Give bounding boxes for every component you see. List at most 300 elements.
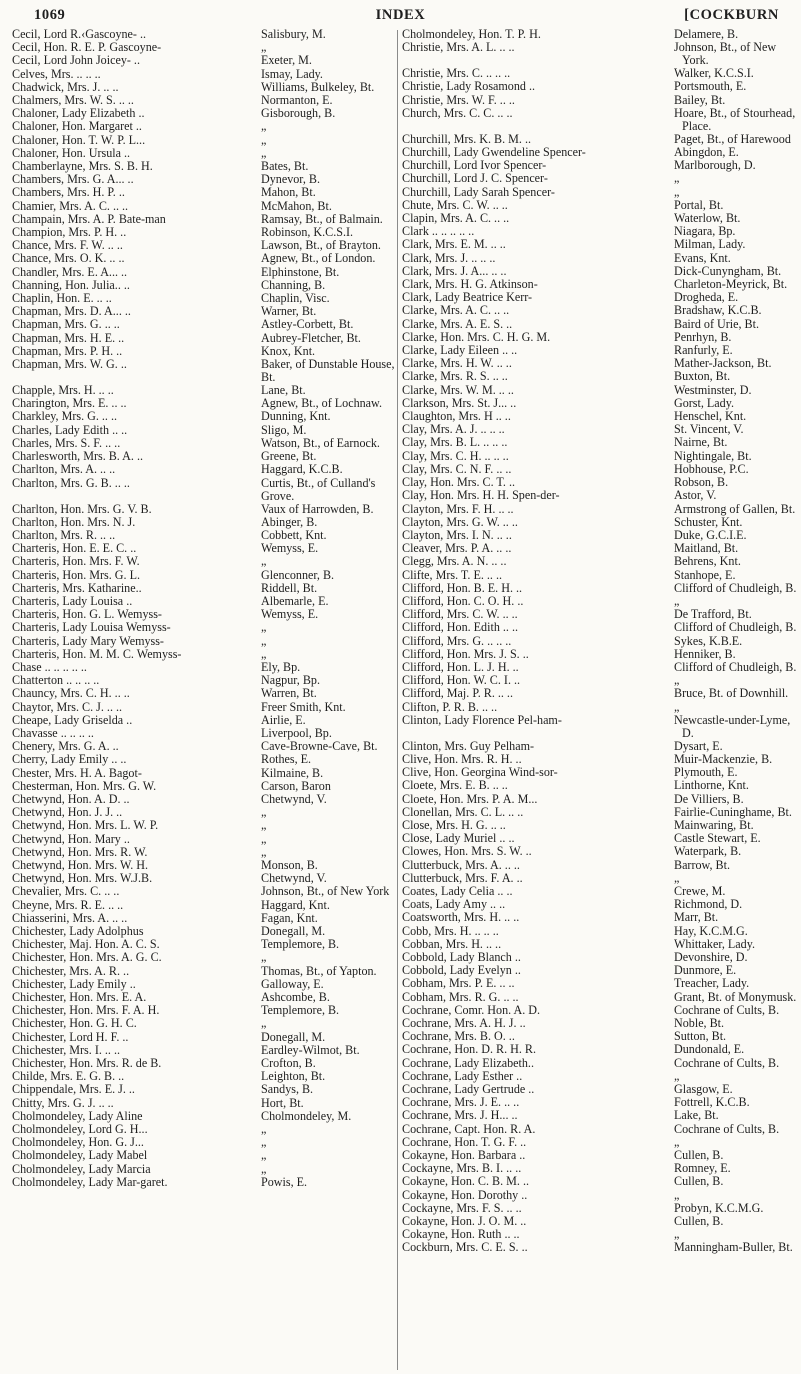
entry-reference: Cochrane of Cults, B. [674, 1121, 780, 1136]
entry-reference: Glenconner, B. [261, 567, 335, 582]
entry-name: Clifford, Hon. B. E. H. .. [402, 580, 523, 595]
index-entry [402, 1109, 794, 1122]
entry-name: Chetwynd, Hon. Mrs. W. H. [12, 857, 149, 872]
entry-name: Chamberlayne, Mrs. S. B. H. [12, 159, 153, 174]
entry-name: Charles, Mrs. S. F. .. .. [12, 435, 121, 450]
entry-reference: Cullen, B. [674, 1214, 724, 1229]
entry-name: Cochrane, Capt. Hon. R. A. [402, 1121, 536, 1136]
entry-reference: Richmond, D. [674, 897, 743, 912]
entry-name: Chippendale, Mrs. E. J. .. [12, 1082, 135, 1097]
entry-reference: Baker, of Dunstable House, Bt. [261, 357, 395, 385]
entry-name: Clifford, Hon. Mrs. J. S. .. [402, 646, 529, 661]
entry-name: Charlesworth, Mrs. B. A. .. [12, 449, 144, 464]
entry-reference: „ [261, 1122, 267, 1137]
entry-reference: Nightingale, Bt. [674, 448, 752, 463]
entry-name: Champion, Mrs. P. H. .. [12, 225, 127, 240]
index-entry [12, 252, 392, 265]
entry-reference: Delamere, B. [674, 27, 739, 41]
entry-reference: Hobhouse, P.C. [674, 461, 749, 476]
entry-reference: Bailey, Bt. [674, 92, 726, 107]
index-entry [402, 806, 794, 819]
entry-name: Chase .. .. .. .. .. [12, 659, 87, 674]
entry-name: Chetwynd, Hon. Mrs. R. W. [12, 844, 148, 859]
entry-reference: Agnew, Bt., of London. [261, 251, 376, 266]
index-entry [12, 1017, 392, 1030]
entry-reference: Gorst, Lady. [674, 395, 735, 410]
entry-reference: Leighton, Bt. [261, 1069, 326, 1084]
entry-reference: Dunning, Knt. [261, 409, 331, 424]
entry-reference: „ [261, 132, 267, 147]
entry-reference: Newcastle-under-Lyme, D. [674, 712, 791, 740]
entry-reference: Rothes, E. [261, 752, 312, 767]
entry-name: Clarke, Mrs. A. C. .. .. [402, 303, 510, 318]
index-entry [402, 238, 794, 251]
index-entry [12, 582, 392, 595]
entry-name: Chance, Mrs. F. W. .. .. [12, 238, 123, 253]
entry-reference: Haggard, Knt. [261, 897, 330, 912]
entry-reference: „ [261, 818, 267, 833]
entry-name: Churchill, Lord Ivor Spencer- [402, 158, 547, 173]
entry-reference: Muir-Mackenzie, B. [674, 751, 773, 766]
entry-reference: Clifford of Chudleigh, B. [674, 620, 797, 635]
entry-name: Charteris, Hon. M. M. C. Wemyss- [12, 646, 182, 661]
entry-reference: Lawson, Bt., of Brayton. [261, 238, 381, 253]
entry-name: Clifford, Hon. Edith .. .. [402, 620, 519, 635]
entry-reference: „ [261, 145, 267, 160]
index-entry [12, 1083, 392, 1096]
entry-name: Charington, Mrs. E. .. .. [12, 396, 127, 411]
index-entry [12, 846, 392, 859]
entry-name: Charteris, Hon. G. L. Wemyss- [12, 607, 162, 622]
entry-reference: Cave-Browne-Cave, Bt. [261, 739, 378, 754]
index-entry [12, 555, 392, 568]
entry-reference: Abingdon, E. [674, 145, 739, 160]
entry-name: Chichester, Lady Emily .. [12, 976, 136, 991]
entry-reference: Nairne, Bt. [674, 435, 728, 450]
entry-reference: Evans, Knt. [674, 250, 731, 265]
entry-reference: „ [674, 1134, 680, 1149]
entry-name: Christie, Mrs. C. .. .. .. [402, 66, 511, 81]
entry-name: Cobb, Mrs. H. .. .. .. [402, 923, 499, 938]
entry-reference: Mainwaring, Bt. [674, 817, 754, 832]
entry-name: Charteris, Lady Louisa .. [12, 593, 133, 608]
entry-reference: Maitland, Bt. [674, 541, 739, 556]
index-entry [402, 911, 794, 924]
index-entry [12, 186, 392, 199]
entry-reference: Westminster, D. [674, 382, 752, 397]
entry-reference: Fairlie-Cuninghame, Bt. [674, 804, 792, 819]
entry-reference: Walker, K.C.S.I. [674, 66, 754, 81]
entry-reference: Wemyss, E. [261, 607, 319, 622]
entry-name: Cochrane, Hon. T. G. F. .. [402, 1134, 527, 1149]
index-entry [12, 767, 392, 780]
index-entry [12, 503, 392, 516]
index-entry [402, 779, 794, 792]
entry-name: Chapman, Mrs. W. G. .. [12, 357, 127, 372]
entry-reference: Sykes, K.B.E. [674, 633, 743, 648]
entry-name: Cholmondeley, Lady Mar-garet. [12, 1174, 168, 1189]
entry-reference: „ [674, 184, 680, 199]
entry-name: Cockayne, Mrs. F. S. .. .. [402, 1200, 522, 1215]
entry-reference: Curtis, Bt., of Culland's Grove. [261, 475, 376, 503]
entry-reference: Williams, Bulkeley, Bt. [261, 79, 375, 94]
entry-reference: Greene, Bt. [261, 449, 317, 464]
index-entry [402, 555, 794, 568]
index-entry [402, 489, 794, 502]
index-entry [402, 859, 794, 872]
entry-reference: Milman, Lady. [674, 237, 746, 252]
entry-name: Charles, Lady Edith .. .. [12, 422, 128, 437]
entry-name: Chichester, Hon. Mrs. A. G. C. [12, 950, 162, 965]
index-entry [402, 740, 794, 753]
entry-reference: Hoare, Bt., of Stourhead, Place. [674, 105, 796, 134]
entry-name: Cochrane, Mrs. J. H... .. [402, 1108, 518, 1123]
right-column [402, 27, 797, 1255]
entry-name: Clay, Mrs. C. H. .. .. .. [402, 448, 509, 463]
entry-name: Cochrane, Lady Elizabeth.. [402, 1055, 534, 1070]
entry-name: Chatterton .. .. .. .. [12, 673, 100, 688]
index-entry [402, 925, 794, 938]
index-entry [12, 819, 392, 832]
entry-reference: Barrow, Bt. [674, 857, 730, 872]
entry-name: Chute, Mrs. C. W. .. .. [402, 197, 508, 212]
entry-name: Cokayne, Hon. Dorothy .. [402, 1187, 528, 1202]
entry-name: Clonellan, Mrs. C. L. .. .. [402, 804, 524, 819]
entry-reference: Monson, B. [261, 857, 318, 872]
entry-reference: Sandys, B. [261, 1082, 314, 1097]
index-entry [12, 569, 392, 582]
entry-reference: Lane, Bt. [261, 383, 306, 398]
entry-reference: St. Vincent, V. [674, 422, 744, 437]
entry-name: Close, Mrs. H. G. .. .. [402, 817, 506, 832]
entry-reference: Paget, Bt., of Harewood [674, 131, 791, 146]
index-entry [12, 54, 392, 67]
entry-reference: Ranfurly, E. [674, 343, 733, 358]
entry-reference: Gisborough, B. [261, 106, 336, 121]
entry-reference: Portal, Bt. [674, 197, 724, 212]
entry-name: Clark, Mrs. J. A... .. .. [402, 263, 507, 278]
entry-name: Cleaver, Mrs. P. A. .. .. [402, 541, 512, 556]
entry-reference: Whittaker, Lady. [674, 936, 756, 951]
entry-name: Church, Mrs. C. C. .. .. [402, 105, 513, 120]
entry-name: Chichester, Hon. G. H. C. [12, 1016, 137, 1031]
entry-name: Cobham, Mrs. R. G. .. .. [402, 989, 519, 1004]
entry-name: Chesterman, Hon. Mrs. G. W. [12, 778, 157, 793]
entry-reference: „ [674, 870, 680, 885]
index-entry [402, 845, 794, 858]
entry-reference: Cochrane of Cults, B. [674, 1002, 780, 1017]
entry-name: Clapin, Mrs. A. C. .. .. [402, 211, 510, 226]
entry-reference: Robson, B. [674, 475, 729, 490]
index-entry [402, 252, 794, 265]
index-entry [12, 648, 392, 661]
entry-reference: „ [261, 1161, 267, 1176]
entry-reference: Knox, Knt. [261, 343, 316, 358]
entry-reference: Donegall, M. [261, 924, 326, 938]
entry-reference: McMahon, Bt. [261, 198, 332, 213]
entry-reference: Nagpur, Bp. [261, 673, 320, 688]
entry-name: Chenery, Mrs. G. A. .. [12, 739, 119, 754]
index-entry [402, 687, 794, 700]
entry-reference: Wemyss, E. [261, 541, 319, 556]
entry-name: Cloete, Mrs. E. B. .. .. [402, 778, 508, 793]
index-entry [12, 1097, 392, 1110]
entry-name: Cobbold, Lady Evelyn .. [402, 963, 521, 978]
entry-name: Cherry, Lady Emily .. .. [12, 752, 127, 767]
entry-reference: Albemarle, E. [261, 593, 329, 608]
entry-reference: Marr, Bt. [674, 910, 719, 925]
entry-name: Clarke, Hon. Mrs. C. H. G. M. [402, 329, 551, 344]
entry-reference: Airlie, E. [261, 712, 306, 727]
entry-reference: Salisbury, M. [261, 27, 326, 41]
entry-reference: Aubrey-Fletcher, Bt. [261, 330, 361, 345]
entry-reference: Carson, Baron [261, 778, 331, 793]
entry-name: Chetwynd, Hon. Mrs. W.J.B. [12, 871, 153, 886]
entry-name: Clifford, Hon. W. C. I. .. [402, 673, 521, 688]
entry-name: Chichester, Maj. Hon. A. C. S. [12, 937, 160, 952]
entry-reference: Crewe, M. [674, 883, 726, 898]
entry-name: Chambers, Mrs. H. P. .. [12, 185, 125, 200]
entry-name: Chapman, Mrs. P. H. .. [12, 343, 123, 358]
entry-name: Cholmondeley, Lady Mabel [12, 1148, 148, 1163]
entry-name: Clark, Lady Beatrice Kerr- [402, 290, 533, 305]
index-entry [402, 1043, 794, 1056]
entry-name: Chaloner, Lady Elizabeth .. [12, 106, 145, 121]
index-entry [402, 714, 794, 740]
entry-name: Cholmondeley, Lady Marcia [12, 1161, 151, 1176]
entry-name: Chichester, Hon. Mrs. F. A. H. [12, 1003, 160, 1018]
entry-reference: Warner, Bt. [261, 304, 317, 319]
entry-reference: Cullen, B. [674, 1174, 724, 1189]
index-entry [402, 436, 794, 449]
entry-reference: Ashcombe, B. [261, 990, 330, 1005]
entry-name: Chichester, Lord H. F. .. [12, 1029, 129, 1044]
entry-name: Charlton, Hon. Mrs. N. J. [12, 514, 136, 529]
entry-name: Cockayne, Mrs. B. I. .. .. [402, 1161, 522, 1176]
entry-reference: Abinger, B. [261, 514, 318, 529]
entry-reference: Exeter, M. [261, 53, 312, 68]
entry-reference: „ [674, 593, 680, 608]
entry-name: Chaplin, Hon. E. .. .. [12, 291, 112, 306]
entry-reference: „ [674, 1068, 680, 1083]
entry-reference: Vaux of Harrowden, B. [261, 501, 374, 516]
entry-reference: Niagara, Bp. [674, 224, 736, 239]
index-entry [402, 872, 794, 885]
entry-name: Channing, Hon. Julia.. .. [12, 277, 130, 292]
entry-name: Clinton, Mrs. Guy Pelham- [402, 738, 535, 753]
index-entry [12, 1176, 392, 1189]
entry-reference: Riddell, Bt. [261, 580, 318, 595]
entry-name: Clutterbuck, Mrs. F. A. .. [402, 870, 523, 885]
entry-name: Coats, Lady Amy .. .. [402, 897, 506, 912]
index-entry [402, 793, 794, 806]
entry-name: Chetwynd, Hon. J. J. .. [12, 805, 123, 820]
entry-reference: Lake, Bt. [674, 1108, 719, 1123]
entry-name: Clarke, Mrs. W. M. .. .. [402, 382, 514, 397]
index-entry [402, 1175, 794, 1188]
entry-reference: Dynevor, B. [261, 172, 320, 187]
entry-name: Clay, Mrs. C. N. F. .. .. [402, 461, 512, 476]
entry-name: Churchill, Lady Gwendeline Spencer- [402, 145, 586, 160]
entry-name: Cokayne, Hon. C. B. M. .. [402, 1174, 529, 1189]
entry-name: Clowes, Hon. Mrs. S. W. .. [402, 844, 532, 859]
index-entry [402, 701, 794, 714]
entry-reference: Fottrell, K.C.B. [674, 1095, 750, 1110]
entry-reference: Behrens, Knt. [674, 554, 741, 569]
entry-name: Clinton, Lady Florence Pel-ham- [402, 712, 562, 727]
entry-name: Clay, Mrs. B. L. .. .. .. [402, 435, 508, 450]
entry-name: Chapman, Mrs. G. .. .. [12, 317, 120, 332]
entry-reference: Manningham-Buller, Bt. [674, 1240, 793, 1255]
index-entry [12, 332, 392, 345]
entry-reference: Portsmouth, E. [674, 79, 747, 94]
index-entry [402, 516, 794, 529]
entry-name: Coates, Lady Celia .. .. [402, 883, 513, 898]
entry-name: Chavasse .. .. .. .. [12, 725, 94, 740]
entry-reference: Astley-Corbett, Bt. [261, 317, 354, 332]
index-entry [402, 580, 797, 595]
entry-reference: Stanhope, E. [674, 567, 736, 582]
entry-name: Chapman, Mrs. H. E. .. [12, 330, 125, 345]
entry-name: Cholmondeley, Lady Aline [12, 1108, 143, 1123]
entry-name: Cockburn, Mrs. C. E. S. .. [402, 1240, 528, 1255]
entry-reference: Mahon, Bt. [261, 185, 316, 200]
entry-name: Charlton, Mrs. A. .. .. [12, 462, 116, 477]
entry-reference: Kilmaine, B. [261, 765, 324, 780]
entry-name: Cochrane, Mrs. J. E. .. .. [402, 1095, 520, 1110]
index-entry [12, 318, 392, 331]
entry-name: Charteris, Lady Mary Wemyss- [12, 633, 164, 648]
entry-name: Cholmondeley, Hon. T. P. H. [402, 27, 541, 41]
index-entry [12, 687, 392, 700]
index-entry [402, 1057, 794, 1070]
entry-name: Chetwynd, Hon. Mary .. [12, 831, 130, 846]
entry-reference: Charleton-Meyrick, Bt. [674, 277, 788, 292]
index-entry [402, 503, 794, 516]
entry-name: Clive, Hon. Georgina Wind-sor- [402, 765, 558, 780]
entry-name: Clifford, Hon. L. J. H. .. [402, 659, 519, 674]
entry-name: Chichester, Mrs. A. R. .. [12, 963, 130, 978]
entry-reference: „ [674, 171, 680, 186]
page-range-label: [COCKBURN [684, 7, 779, 23]
index-entry [402, 304, 794, 317]
entry-reference: Probyn, K.C.M.G. [674, 1200, 764, 1215]
entry-name: Cheyne, Mrs. R. E. .. .. [12, 897, 124, 912]
entry-reference: „ [261, 844, 267, 859]
entry-name: Clutterbuck, Mrs. A. .. .. [402, 857, 520, 872]
entry-reference: Bruce, Bt. of Downhill. [674, 686, 789, 701]
entry-reference: Templemore, B. [261, 937, 340, 952]
index-entry [12, 899, 392, 912]
entry-reference: „ [261, 1148, 267, 1163]
entry-reference: Penrhyn, B. [674, 329, 732, 344]
entry-name: Charkley, Mrs. G. .. .. [12, 409, 118, 424]
entry-reference: Normanton, E. [261, 93, 333, 108]
entry-name: Clive, Hon. Mrs. R. H. .. [402, 751, 522, 766]
entry-reference: Schuster, Knt. [674, 514, 743, 529]
entry-reference: „ [261, 40, 267, 55]
entry-name: Cecil, Lord John Joicey- .. [12, 53, 140, 68]
entry-reference: Cholmondeley, M. [261, 1108, 352, 1123]
entry-name: Chester, Mrs. H. A. Bagot- [12, 765, 142, 780]
entry-name: Cecil, Lord R.‹Gascoyne- .. [12, 27, 146, 41]
entry-reference: Dysart, E. [674, 738, 723, 753]
entry-reference: Liverpool, Bp. [261, 725, 332, 740]
entry-name: Chichester, Hon. Mrs. R. de B. [12, 1056, 162, 1071]
entry-name: Cochrane, Lady Gertrude .. [402, 1082, 535, 1097]
entry-reference: Hort, Bt. [261, 1095, 304, 1110]
entry-reference: Fagan, Knt. [261, 910, 318, 925]
index-entry [12, 463, 392, 476]
entry-name: Cokayne, Hon. Ruth .. .. [402, 1227, 520, 1242]
index-entry [402, 648, 794, 661]
entry-name: Charlton, Mrs. G. B. .. .. [12, 475, 130, 490]
entry-name: Churchill, Lord J. C. Spencer- [402, 171, 548, 186]
entry-reference: Freer Smith, Knt. [261, 699, 346, 714]
index-entry [402, 107, 794, 133]
index-entry [12, 68, 392, 81]
entry-reference: Bradshaw, K.C.B. [674, 303, 762, 318]
entry-name: Cochrane, Lady Esther .. [402, 1068, 523, 1083]
entry-name: Clayton, Mrs. G. W. .. .. [402, 514, 518, 529]
entry-reference: „ [261, 950, 267, 965]
entry-reference: Elphinstone, Bt. [261, 264, 340, 279]
entry-name: Churchill, Lady Sarah Spencer- [402, 184, 555, 199]
entry-reference: Galloway, E. [261, 976, 324, 991]
entry-name: Clifford, Mrs. G. .. .. .. [402, 633, 512, 648]
entry-reference: Crofton, B. [261, 1056, 316, 1071]
index-entry [12, 410, 392, 423]
entry-reference: Watson, Bt., of Earnock. [261, 435, 380, 450]
entry-name: Clayton, Mrs. I. N. .. .. [402, 527, 512, 542]
entry-name: Chamier, Mrs. A. C. .. .. [12, 198, 129, 213]
entry-reference: Johnson, Bt., of New York. [674, 40, 777, 68]
index-entry [402, 977, 794, 990]
entry-name: Chadwick, Mrs. J. .. .. [12, 79, 119, 94]
index-entry [402, 94, 794, 107]
index-entry [402, 450, 794, 463]
index-entry [402, 1241, 794, 1254]
entry-name: Clark, Mrs. E. M. .. .. [402, 237, 506, 252]
index-entry [12, 635, 392, 648]
entry-reference: Dick-Cunyngham, Bt. [674, 263, 782, 278]
entry-reference: Grant, Bt. of Monymusk. [674, 989, 797, 1004]
index-entry [12, 134, 392, 147]
entry-name: Clay, Hon. Mrs. C. T. .. [402, 475, 515, 490]
entry-reference: „ [261, 119, 267, 134]
entry-name: Chalmers, Mrs. W. S. .. .. [12, 93, 134, 108]
entry-reference: Channing, B. [261, 277, 326, 292]
entry-name: Clifford, Mrs. C. W. .. .. [402, 607, 518, 622]
entry-reference: Glasgow, E. [674, 1082, 733, 1097]
left-column [12, 27, 395, 1189]
entry-name: Chaloner, Hon. Margaret .. [12, 119, 142, 134]
entry-reference: Cullen, B. [674, 1148, 724, 1163]
entry-name: Clifford, Maj. P. R. .. .. [402, 686, 513, 701]
entry-name: Cobban, Mrs. H. .. .. [402, 936, 502, 951]
entry-reference: Thomas, Bt., of Yapton. [261, 963, 377, 978]
entry-reference: Sligo, M. [261, 422, 307, 437]
index-entry [12, 780, 392, 793]
entry-reference: „ [261, 646, 267, 661]
entry-name: Chaloner, Hon. T. W. P. L... [12, 132, 146, 147]
entry-name: Cloete, Hon. Mrs. P. A. M... [402, 791, 538, 806]
entry-name: Cholmondeley, Lord G. H... [12, 1122, 148, 1137]
entry-reference: Cobbett, Knt. [261, 527, 327, 542]
entry-name: Charteris, Hon. Mrs. F. W. [12, 554, 140, 569]
index-entry [402, 635, 794, 648]
entry-reference: „ [261, 1016, 267, 1031]
